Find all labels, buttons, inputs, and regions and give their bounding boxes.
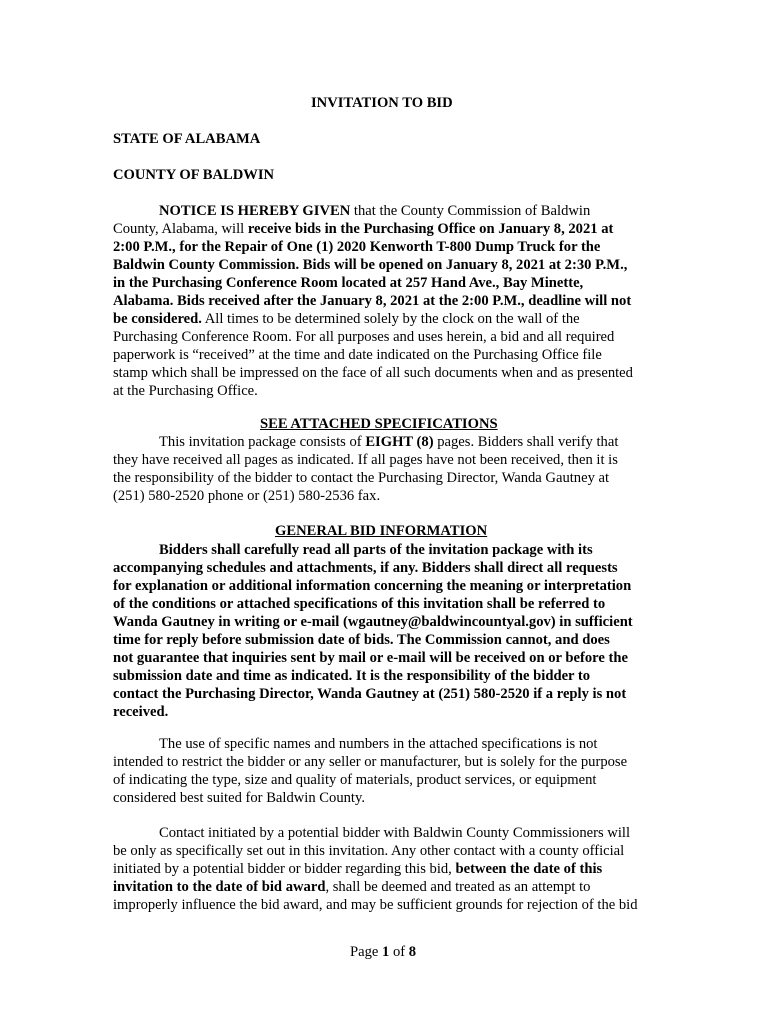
state-heading: STATE OF ALABAMA bbox=[113, 131, 261, 147]
text-line: Purchasing Conference Room. For all purposes and uses herein, a bid and all required bbox=[113, 329, 615, 345]
bold-text: invitation to the date of bid award bbox=[113, 879, 326, 895]
text-line: intended to restrict the bidder or any seller or manufacturer, but is solely for the purpose bbox=[113, 754, 628, 770]
text-line: received. bbox=[113, 704, 169, 720]
text-line: submission date and time as indicated. It is the responsibility of the bidder to bbox=[113, 668, 591, 684]
bold-text: between the date of this bbox=[455, 861, 603, 877]
text-line bbox=[113, 433, 673, 451]
text-line: The use of specific names and numbers in the attached specifications is not bbox=[159, 736, 598, 752]
document-title: INVITATION TO BID bbox=[311, 95, 453, 111]
bold-text: in the Purchasing Conference Room located at 257 Hand Ave., Bay Minette, bbox=[113, 275, 584, 291]
text-run: County, Alabama, will bbox=[113, 221, 248, 237]
text-run: This invitation package consists of bbox=[159, 434, 366, 450]
specific-names-paragraph bbox=[113, 735, 673, 807]
text-line: Bidders shall carefully read all parts of the invitation package with its bbox=[159, 542, 593, 558]
text-run: All times to be determined solely by the clock on the wall of the bbox=[201, 311, 580, 327]
text-line: the responsibility of the bidder to contact the Purchasing Director, Wanda Gautney at bbox=[113, 470, 610, 486]
notice-paragraph bbox=[113, 202, 673, 400]
text-run: that the County Commission of Baldwin bbox=[350, 203, 591, 219]
text-run: pages. Bidders shall verify that bbox=[433, 434, 619, 450]
page-number bbox=[350, 943, 416, 961]
specifications-paragraph bbox=[113, 433, 673, 505]
text-line: improperly influence the bid award, and may be sufficient grounds for rejection of the bid bbox=[113, 897, 638, 913]
bold-text: Alabama. Bids received after the January 8, 2021 at the 2:00 P.M., deadline will not bbox=[113, 293, 632, 309]
text-line: Contact initiated by a potential bidder with Baldwin County Commissioners will bbox=[159, 825, 631, 841]
bold-text: receive bids in the Purchasing Office on January 8, 2021 at bbox=[247, 221, 614, 237]
text-line: they have received all pages as indicated. If all pages have not been received, then it is bbox=[113, 452, 618, 468]
county-heading: COUNTY OF BALDWIN bbox=[113, 167, 275, 183]
text-run: , shall be deemed and treated as an attempt to bbox=[325, 879, 591, 895]
text-line bbox=[113, 238, 673, 256]
text-run: initiated by a potential bidder or bidder regarding this bid, bbox=[113, 861, 456, 877]
bold-text: 2:00 P.M., for the Repair of One (1) 2020 Kenworth T-800 Dump Truck for the bbox=[113, 239, 601, 255]
text-line: not guarantee that inquiries sent by mail or e-mail will be received on or before the bbox=[113, 650, 628, 666]
total-pages: 8 bbox=[408, 944, 417, 960]
current-page: 1 bbox=[382, 944, 390, 960]
text-line: accompanying schedules and attachments, if any. Bidders shall direct all requests bbox=[113, 560, 618, 576]
text-line bbox=[113, 878, 673, 896]
of-label: of bbox=[389, 944, 409, 960]
text-line: at the Purchasing Office. bbox=[113, 383, 258, 399]
text-line: stamp which shall be impressed on the face of all such documents when and as presented bbox=[113, 365, 633, 381]
text-line bbox=[113, 274, 673, 292]
text-line bbox=[113, 860, 673, 878]
bold-text: EIGHT (8) bbox=[365, 434, 434, 450]
contact-paragraph bbox=[113, 824, 673, 914]
text-line: considered best suited for Baldwin County. bbox=[113, 790, 365, 806]
text-line bbox=[113, 310, 673, 328]
general-bid-heading: GENERAL BID INFORMATION bbox=[275, 523, 488, 539]
text-line: for explanation or additional information concerning the meaning or interpretation bbox=[113, 578, 632, 594]
text-line: be only as specifically set out in this invitation. Any other contact with a county official bbox=[113, 843, 625, 859]
general-bid-paragraph bbox=[113, 541, 673, 721]
bold-text: NOTICE IS HEREBY GIVEN bbox=[159, 203, 351, 219]
text-line bbox=[113, 292, 673, 310]
text-line: Wanda Gautney in writing or e-mail (wgautney@baldwincountyal.gov) in sufficient bbox=[113, 614, 633, 630]
text-line bbox=[113, 202, 673, 220]
text-line: contact the Purchasing Director, Wanda Gautney at (251) 580-2520 if a reply is not bbox=[113, 686, 627, 702]
page-label: Page bbox=[350, 944, 383, 960]
bold-text: be considered. bbox=[113, 311, 202, 327]
bold-text: Baldwin County Commission. Bids will be opened on January 8, 2021 at 2:30 P.M., bbox=[113, 257, 628, 273]
text-line bbox=[113, 256, 673, 274]
text-line: of indicating the type, size and quality of materials, product services, or equipment bbox=[113, 772, 597, 788]
text-line: of the conditions or attached specifications of this invitation shall be referred to bbox=[113, 596, 606, 612]
text-line: paperwork is “received” at the time and date indicated on the Purchasing Office file bbox=[113, 347, 602, 363]
text-line: (251) 580-2520 phone or (251) 580-2536 fax. bbox=[113, 488, 381, 504]
text-line: time for reply before submission date of bids. The Commission cannot, and does bbox=[113, 632, 610, 648]
text-line bbox=[113, 220, 673, 238]
specifications-heading: SEE ATTACHED SPECIFICATIONS bbox=[260, 416, 498, 432]
